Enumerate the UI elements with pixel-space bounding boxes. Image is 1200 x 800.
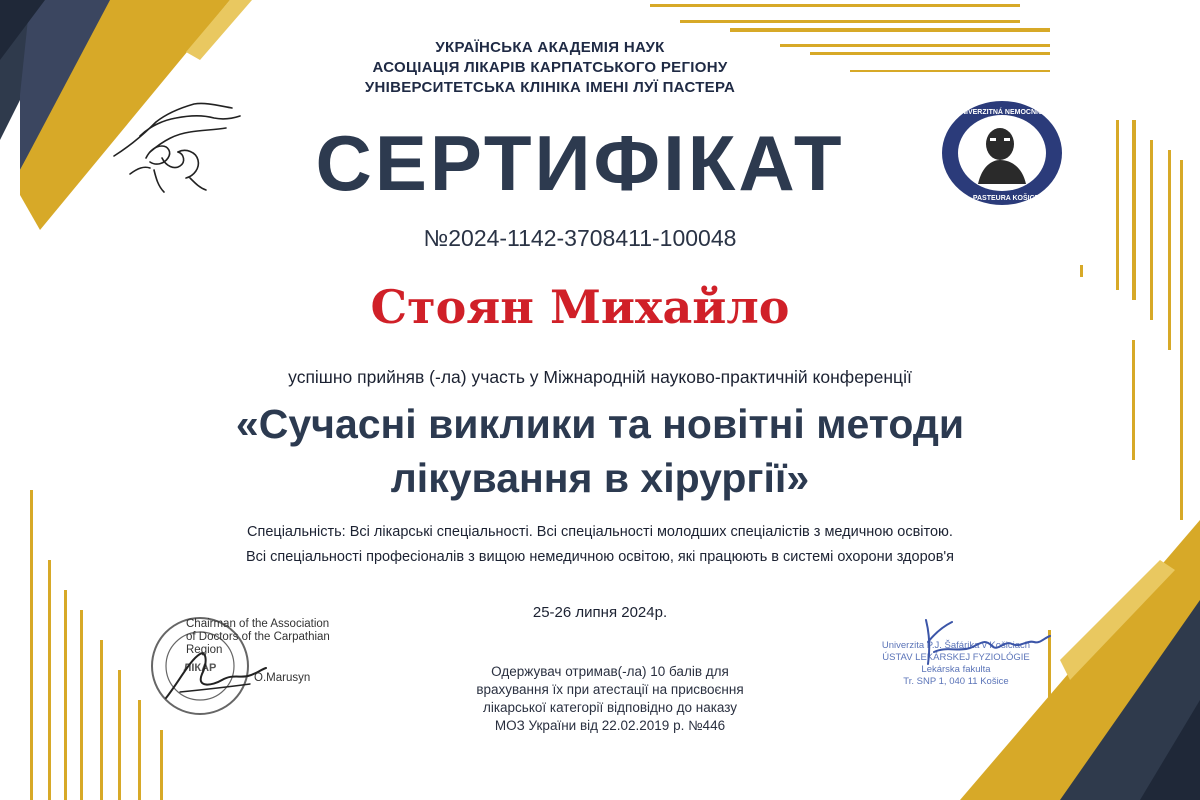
stamp-center-text: ЛІКАР <box>183 662 217 674</box>
points-note-line1: Одержувач отримав(-ла) 10 балів для <box>491 664 729 679</box>
university-stamp-line1: Univerzita P.J. Šafárika v Košiciach <box>881 640 1031 651</box>
header-clinic: УНІВЕРСИТЕТСЬКА КЛІНІКА ІМЕНІ ЛУЇ ПАСТЕРА <box>364 79 736 96</box>
chairman-line3: Region <box>186 644 223 656</box>
logo-text-top: UNIVERZITNÁ NEMOCNICA <box>955 109 1049 116</box>
points-note-line3: лікарської категорії відповідно до наказу <box>482 700 738 715</box>
logo-text-bottom: L. PASTEURA KOŠICE <box>964 195 1040 202</box>
participation-text: успішно прийняв (-ла) участь у Міжнародній науково-практичній конференції <box>288 367 912 387</box>
university-stamp-line2: ÚSTAV LEKÁRSKEJ FYZIOLÓGIE <box>882 652 1030 663</box>
university-stamp-line4: Tr. SNP 1, 040 11 Košice <box>903 676 1009 687</box>
chairman-title <box>186 618 376 657</box>
specialty-line2: Всі спеціальності професіоналів з вищою немедичною освітою, які працюють в системі охорони здоров'я <box>245 549 955 565</box>
university-stamp-line3: Lekárska fakulta <box>921 664 991 675</box>
conference-title-line1: «Сучасні виклики та новітні методи <box>235 401 965 447</box>
chairman-name: O.Marusyn <box>254 672 311 684</box>
certificate-number: №2024-1142-3708411-100048 <box>423 225 737 251</box>
header-academy: УКРАЇНСЬКА АКАДЕМІЯ НАУК <box>435 39 665 56</box>
conference-date: 25-26 липня 2024р. <box>532 604 668 621</box>
certificate-title: СЕРТИФІКАТ <box>315 119 845 207</box>
hospital-logo <box>938 98 1066 208</box>
header-association: АСОЦІАЦІЯ ЛІКАРІВ КАРПАТСЬКОГО РЕГІОНУ <box>372 59 728 76</box>
chairman-line2: of Doctors of the Carpathian <box>186 631 330 643</box>
specialty-line1: Спеціальність: Всі лікарські спеціальності. Всі спеціальності молодших спеціалістів з медичною освітою. <box>247 524 953 540</box>
university-signature <box>900 612 1060 672</box>
points-note-line2: врахування їх при атестації на присвоєння <box>476 682 744 697</box>
chairman-line1: Chairman of the Association <box>186 618 330 630</box>
hands-sketch-logo <box>110 96 250 196</box>
conference-title-line2: лікування в хірургії» <box>390 455 810 501</box>
points-note-line4: МОЗ України від 22.02.2019 р. №446 <box>494 718 726 733</box>
recipient-name: Стоян Михайло <box>370 280 790 334</box>
